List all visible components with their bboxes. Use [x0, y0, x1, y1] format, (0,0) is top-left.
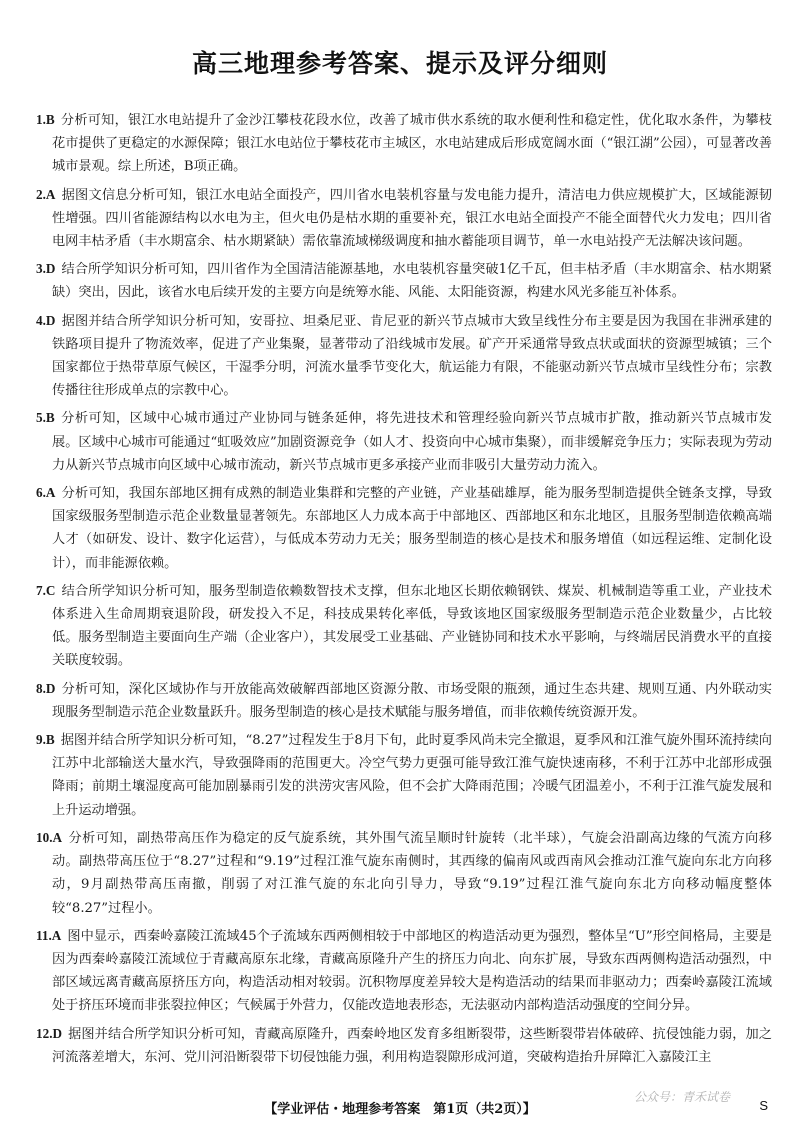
item-number: 9. — [36, 732, 46, 748]
answer-item-5 — [36, 406, 772, 477]
item-number: 2. — [36, 186, 46, 202]
answer-item-4 — [36, 309, 772, 403]
item-explanation: 图中显示，西秦岭嘉陵江流域45个子流域东西两侧相较于中部地区的构造活动更为强烈，整体呈“U”形空间格局，主要是因为西秦岭嘉陵江流域位于青藏高原东北缘，青藏高原隆升产生的挤压力向北、向东扩展，导致东西两侧构造活动强烈，中部区域远离青藏高原挤压方向，构造活动相对较弱。沉积物厚度差异较大是构造活动的结果而非驱动力；西秦岭嘉陵江流域处于挤压环境而非张裂拉伸区；气候属于外营力，仅能改造地表形态，无法驱动内部构造活动强度的空间分异。 — [52, 928, 772, 1014]
answer-item-7 — [36, 579, 772, 673]
item-number: 10. — [36, 829, 53, 845]
item-answer: A — [45, 485, 56, 501]
item-explanation: 分析可知，深化区域协作与开放能高效破解西部地区资源分散、市场受限的瓶颈，通过生态共建、规则互通、内外联动实现服务型制造示范企业数量跃升。服务型制造的核心是技术赋能与服务增值，而非依赖传统资源开发。 — [52, 681, 772, 720]
item-answer: D — [45, 261, 56, 277]
item-explanation: 分析可知，银江水电站提升了金沙江攀枝花段水位，改善了城市供水系统的取水便利性和稳定性，优化取水条件，为攀枝花市提供了更稳定的水源保障；银江水电站位于攀枝花市主城区，水电站建成后形成宽阔水面（“银江湖”公园），可显著改善城市景观。综上所述，B项正确。 — [52, 113, 772, 175]
item-number: 11. — [36, 927, 52, 943]
item-answer: D — [45, 312, 56, 328]
item-explanation: 结合所学知识分析可知，服务型制造依赖数智技术支撑，但东北地区长期依赖钢铁、煤炭、机械制造等重工业，产业技术体系进入生命周期衰退阶段，研发投入不足，科技成果转化率低，导致该地区国家级服务型制造示范企业数量少，占比较低。服务型制造主要面向生产端（企业客户），其发展受工业基础、产业链协同和技术水平影响，与终端居民消费水平的直接关联度较弱。 — [52, 583, 772, 669]
item-answer: B — [45, 112, 55, 127]
item-number: 12. — [36, 1025, 53, 1041]
item-explanation: 据图并结合所学知识分析可知，“8.27”过程发生于8月下旬，此时夏季风尚未完全撤退，夏季风和江淮气旋外围环流持续向江苏中北部输送大量水汽，导致强降雨的范围更大。冷空气势力更强可能导致江淮气旋快速南移，不利于江苏中北部形成强降雨；前期土壤湿度高可能加剧暴雨引发的洪涝灾害风险，但不会扩大降雨范围；冷暖气团温差小，不利于江淮气旋发展和上升运动增强。 — [52, 733, 772, 818]
page-footer: 【学业评估・地理参考答案 第1页（共2页）】 — [264, 1102, 536, 1117]
item-number: 7. — [36, 582, 46, 598]
answer-item-1 — [36, 108, 772, 179]
watermark: 公众号：青禾试卷 — [633, 1090, 730, 1104]
answer-item-9 — [36, 728, 772, 822]
footer-code: S — [759, 1098, 768, 1113]
answer-item-3 — [36, 257, 772, 304]
item-explanation: 据图文信息分析可知，银江水电站全面投产，四川省水电装机容量与发电能力提升，清洁电力供应规模扩大，区域能源韧性增强。四川省能源结构以水电为主，但火电仍是枯水期的重要补充，银江水电站全面投产不能全面替代火力发电；四川省电网丰枯矛盾（丰水期富余、枯水期紧缺）需依靠流域梯级调度和抽水蓄能项目调节，单一水电站投产无法解决该问题。 — [52, 187, 772, 250]
item-number: 5. — [36, 410, 46, 426]
answer-item-8 — [36, 677, 772, 724]
item-number: 4. — [36, 312, 46, 328]
item-explanation: 分析可知，我国东部地区拥有成熟的制造业集群和完整的产业链，产业基础雄厚，能为服务型制造提供全链条支撑，导致国家级服务型制造示范企业数量显著领先。东部地区人力成本高于中部地区、西部地区和东北地区，且服务型制造依赖高端人才（如研发、设计、数字化运营），与低成本劳动力无关；服务型制造的核心是技术和服务增值（如远程运维、定制化设计），而非能源依赖。 — [52, 486, 772, 571]
item-answer: A — [51, 927, 62, 943]
item-explanation: 结合所学知识分析可知，四川省作为全国清洁能源基地，水电装机容量突破1亿千瓦，但丰枯矛盾（丰水期富余、枯水期紧缺）突出，因此，该省水电后续开发的主要方向是统筹水能、风能、太阳能资源，构建水风光多能互补体系。 — [52, 262, 772, 301]
item-explanation: 据图并结合所学知识分析可知，安哥拉、坦桑尼亚、肯尼亚的新兴节点城市大致呈线性分布主要是因为我国在非洲承建的铁路项目提升了物流效率，促进了产业集聚，显著带动了沿线城市发展。矿产开采通常导致点状或面状的资源型城镇；三个国家都位于热带草原气候区，干湿季分明，河流水量季节变化大，航运能力有限，不能驱动新兴节点城市呈线性分布；宗教传播往往形成单点的宗教中心。 — [52, 313, 772, 399]
page-title: 高三地理参考答案、提示及评分细则 — [191, 49, 608, 78]
item-number: 6. — [36, 485, 46, 501]
item-answer: A — [52, 829, 63, 845]
answer-item-11 — [36, 924, 772, 1018]
item-answer: B — [45, 732, 55, 748]
item-answer: C — [45, 582, 56, 598]
item-explanation: 分析可知，副热带高压作为稳定的反气旋系统，其外围气流呈顺时针旋转（北半球），气旋会沿副高边缘的气流方向移动。副热带高压位于“8.27”过程和“9.19”过程江淮气旋东南侧时，其西缘的偏南风或西南风会推动江淮气旋向东北方向移动，9月副热带高压南撤，削弱了对江淮气旋的东北向引导力，导致“9.19”过程江淮气旋向东北方向移动幅度整体较“8.27”过程小。 — [52, 830, 772, 916]
answer-item-6 — [36, 481, 772, 575]
item-answer: D — [52, 1025, 63, 1041]
item-explanation: 分析可知，区域中心城市通过产业协同与链条延伸，将先进技术和管理经验向新兴节点城市扩散，推动新兴节点城市发展。区域中心城市可能通过“虹吸效应”加剧资源竞争（如人才、投资向中心城市集聚），而非缓解竞争压力；实际表现为劳动力从新兴节点城市向区域中心城市流动，新兴节点城市更多承接产业而非吸引大量劳动力流入。 — [52, 411, 772, 473]
item-number: 1. — [36, 112, 46, 127]
answer-list — [36, 108, 772, 1073]
item-answer: A — [45, 186, 56, 202]
item-number: 3. — [36, 261, 46, 277]
item-answer: D — [45, 680, 56, 696]
item-answer: B — [45, 410, 55, 426]
answer-item-2 — [36, 183, 772, 254]
answer-item-12 — [36, 1022, 772, 1069]
item-number: 8. — [36, 680, 46, 696]
answer-item-10 — [36, 826, 772, 920]
item-explanation: 据图并结合所学知识分析可知，青藏高原隆升，西秦岭地区发育多组断裂带，这些断裂带岩体破碎、抗侵蚀能力弱，加之河流落差增大，东河、党川河沿断裂带下切侵蚀能力强，利用构造裂隙形成河道，突破构造抬升屏障汇入嘉陵江主 — [52, 1026, 772, 1065]
